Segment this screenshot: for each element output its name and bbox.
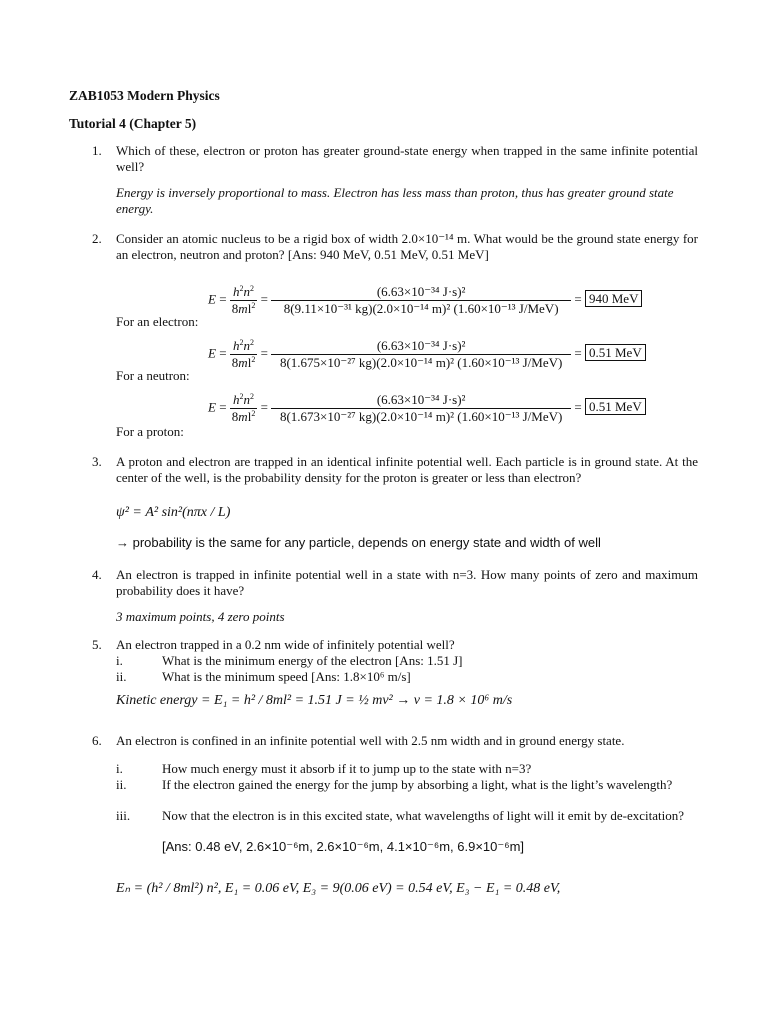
q5-formula: Kinetic energy = E₁ = h² / 8ml² = 1.51 J = ½ mv² → v = 1.8 × 10⁶ m/s	[116, 693, 513, 708]
q2-proton-numerator: (6.63×10⁻³⁴ J·s)²	[271, 392, 571, 409]
q2-electron-result: 940 MeV	[585, 290, 642, 307]
q2-electron-label: For an electron:	[116, 314, 199, 329]
q2-neutron-label: For a neutron:	[116, 368, 190, 383]
q2-electron-numerator: (6.63×10⁻³⁴ J·s)²	[271, 284, 571, 301]
q6-answers: [Ans: 0.48 eV, 2.6×10⁻⁶m, 2.6×10⁻⁶m, 4.1×10⁻⁶m, 6.9×10⁻⁶m]	[162, 839, 525, 854]
q6-formula: Eₙ = (h² / 8ml²) n², E₁ = 0.06 eV, E₃ = 9(0.06 eV) = 0.54 eV, E₃ − E₁ = 0.48 eV,	[116, 881, 561, 896]
q5-sub-ii-number: ii.	[116, 669, 127, 684]
q3-text: A proton and electron are trapped in an identical infinite potential well. Each particle is in ground state. At the center of the well, is the probability density for the proton is greater or less than electron?	[116, 454, 698, 485]
q2-electron-denominator: 8(9.11×10⁻³¹ kg)(2.0×10⁻¹⁴ m)² (1.60×10⁻¹³ J/MeV)	[283, 301, 559, 316]
q3-formula: ψ² = A² sin²(nπx / L)	[116, 505, 231, 520]
q4-text: An electron is trapped in infinite potential well in a state with n=3. How many points of zero and maximum probability does it have?	[116, 567, 698, 598]
q5-sub-ii-text: What is the minimum speed [Ans: 1.8×10⁶ m/s]	[162, 669, 411, 684]
q6-sub-ii-text: If the electron gained the energy for the jump by absorbing a light, what is the light’s wavelength?	[162, 777, 673, 792]
q3-answer: → probability is the same for any particle, depends on energy state and width of well	[116, 535, 601, 550]
q2-neutron-result: 0.51 MeV	[585, 344, 646, 361]
q1-text: Which of these, electron or proton has greater ground-state energy when trapped in the same infinite potential well?	[116, 143, 698, 174]
q3-number: 3.	[92, 454, 102, 469]
q6-number: 6.	[92, 733, 102, 748]
q6-sub-ii-number: ii.	[116, 777, 127, 792]
q2-proton-equation: E = $\frac{h^2n^2}{8ml^2}$ = $\frac{\text{(6.63×10⁻³⁴ J·s)²}}{\text{8(1.673×10⁻²⁷ kg)(2.0×10⁻¹⁴ m)² (1.60×10⁻¹³ J/MeV)}}$ = 0.51 MeV	[208, 392, 646, 425]
q1-number: 1.	[92, 143, 102, 158]
q5-sub-i-text: What is the minimum energy of the electron [Ans: 1.51 J]	[162, 653, 463, 668]
q2-proton-result: 0.51 MeV	[585, 398, 646, 415]
q6-sub-iii-number: iii.	[116, 808, 131, 823]
q6-sub-i-text: How much energy must it absorb if it to jump up to the state with n=3?	[162, 761, 532, 776]
q1-answer: Energy is inversely proportional to mass. Electron has less mass than proton, thus has greater ground state energy.	[116, 185, 674, 216]
q5-sub-i-number: i.	[116, 653, 123, 668]
q5-number: 5.	[92, 637, 102, 652]
q2-neutron-numerator: (6.63×10⁻³⁴ J·s)²	[271, 338, 571, 355]
q2-proton-label: For a proton:	[116, 424, 184, 439]
q2-neutron-equation: E = $\frac{h^2n^2}{8ml^2}$ = $\frac{\text{(6.63×10⁻³⁴ J·s)²}}{\text{8(1.675×10⁻²⁷ kg)(2.0×10⁻¹⁴ m)² (1.60×10⁻¹³ J/MeV)}}$ = 0.51 MeV	[208, 338, 646, 371]
tutorial-title: Tutorial 4 (Chapter 5)	[69, 116, 197, 131]
q2-electron-equation: E = $\frac{h^2n^2}{8ml^2}$ = $\frac{\text{(6.63×10⁻³⁴ J·s)²}}{\text{8(9.11×10⁻³¹ kg)(2.0×10⁻¹⁴ m)² (1.60×10⁻¹³ J/MeV)}}$ = 940 MeV	[208, 284, 642, 317]
q4-answer: 3 maximum points, 4 zero points	[116, 609, 285, 624]
q6-text: An electron is confined in an infinite potential well with 2.5 nm width and in ground energy state.	[116, 733, 625, 748]
q4-number: 4.	[92, 567, 102, 582]
q6-sub-iii-text: Now that the electron is in this excited state, what wavelengths of light will it emit by de-excitation?	[162, 808, 685, 823]
course-title: ZAB1053 Modern Physics	[69, 88, 220, 103]
q5-text: An electron trapped in a 0.2 nm wide of infinitely potential well?	[116, 637, 455, 652]
q2-text: Consider an atomic nucleus to be a rigid box of width 2.0×10⁻¹⁴ m. What would be the ground state energy for an electron, neutron and proton? [Ans: 940 MeV, 0.51 MeV, 0.51 MeV]	[116, 231, 698, 262]
q6-sub-i-number: i.	[116, 761, 123, 776]
q2-proton-denominator: 8(1.673×10⁻²⁷ kg)(2.0×10⁻¹⁴ m)² (1.60×10⁻¹³ J/MeV)	[279, 409, 563, 424]
q2-number: 2.	[92, 231, 102, 246]
q2-neutron-denominator: 8(1.675×10⁻²⁷ kg)(2.0×10⁻¹⁴ m)² (1.60×10⁻¹³ J/MeV)	[279, 355, 563, 370]
